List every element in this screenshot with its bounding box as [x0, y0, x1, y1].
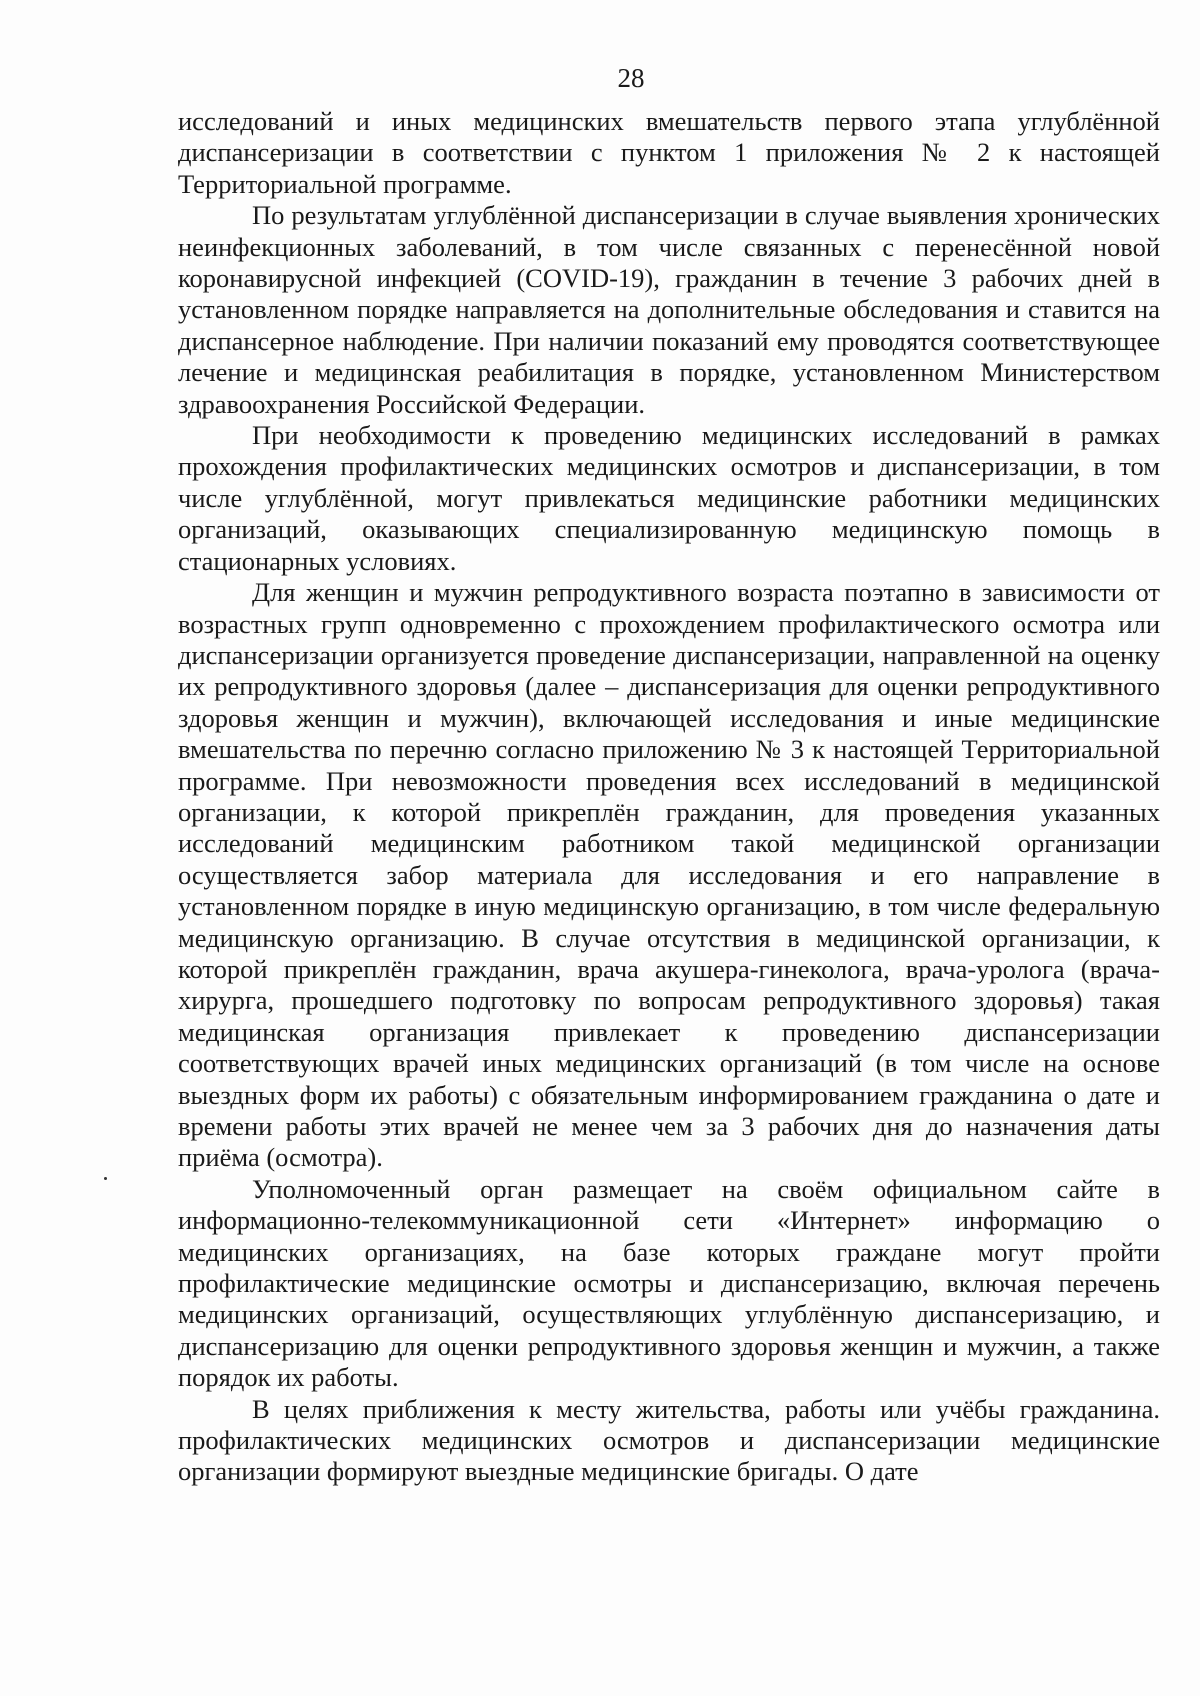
paragraph-authorized-body-website: Уполномоченный орган размещает на своём официальном сайте в информационно-телекоммуникационной сети «Интернет» информацию о медицинских организациях, на базе которых граждане могут пройти профилактические медицинские осмотры и диспансеризацию, включая перечень медицинских организаций, осуществляющих углублённую диспансеризацию, и диспансеризацию для оценки репродуктивного здоровья женщин и мужчин, а также порядок их работы. — [178, 1173, 1160, 1393]
scan-speck — [104, 1177, 107, 1180]
paragraph-mobile-teams: В целях приближения к месту жительства, работы или учёбы гражданина. профилактических медицинских осмотров и диспансеризации медицинские организации формируют выездные медицинские бригады. О дате — [178, 1393, 1160, 1487]
paragraph-specialists-involvement: При необходимости к проведению медицинских исследований в рамках прохождения профилактических медицинских осмотров и диспансеризации, в том числе углублённой, могут привлекаться медицинские работники медицинских организаций, оказывающих специализированную медицинскую помощь в стационарных условиях. — [178, 420, 1160, 576]
paragraph-continuation: исследований и иных медицинских вмешательств первого этапа углублённой диспансеризации в соответствии с пунктом 1 приложения № 2 к настоящей Территориальной программе. — [178, 106, 1160, 199]
page-number: 28 — [617, 63, 645, 93]
document-body — [178, 106, 1160, 1488]
paragraph-deep-screening-results: По результатам углублённой диспансеризации в случае выявления хронических неинфекционных заболеваний, в том числе связанных с перенесённой новой коронавирусной инфекцией (COVID-19), гражданин в течение 3 рабочих дней в установленном порядке направляется на дополнительные обследования и ставится на диспансерное наблюдение. При наличии показаний ему проводятся соответствующее лечение и медицинская реабилитация в порядке, установленном Министерством здравоохранения Российской Федерации. — [178, 200, 1160, 419]
paragraph-reproductive-health: Для женщин и мужчин репродуктивного возраста поэтапно в зависимости от возрастных групп одновременно с прохождением профилактического осмотра или диспансеризации организуется проведение диспансеризации, направленной на оценку их репродуктивного здоровья (далее – диспансеризация для оценки репродуктивного здоровья женщин и мужчин), включающей исследования и иные медицинские вмешательства по перечню согласно приложению № 3 к настоящей Территориальной программе. При невозможности проведения всех исследований в медицинской организации, к которой прикреплён гражданин, для проведения указанных исследований медицинским работником такой медицинской организации осуществляется забор материала для исследования и его направление в установленном порядке в иную медицинскую организацию, в том числе федеральную медицинскую организацию. В случае отсутствия в медицинской организации, к которой прикреплён гражданин, врача акушера-гинеколога, врача-уролога (врача-хирурга, прошедшего подготовку по вопросам репродуктивного здоровья) такая медицинская организация привлекает к проведению диспансеризации соответствующих врачей иных медицинских организаций (в том числе на основе выездных форм их работы) с обязательным информированием гражданина о дате и времени работы этих врачей не менее чем за 3 рабочих дня до назначения даты приёма (осмотра). — [178, 577, 1160, 1173]
